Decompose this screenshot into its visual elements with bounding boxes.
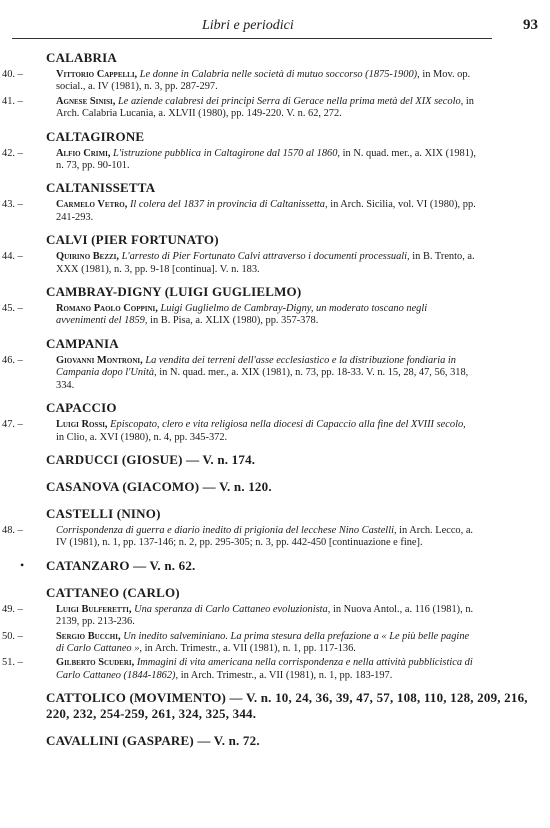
entry-citation: in Arch. Trimestr., a. VII (1981), n. 1, pp. 117-136. xyxy=(144,642,356,654)
entry-text xyxy=(46,199,476,224)
entry-text xyxy=(46,355,476,392)
entry-number: 40. – xyxy=(2,69,23,80)
bibliography-entry xyxy=(2,657,476,682)
section-title: CATTANEO (CARLO) xyxy=(46,584,180,600)
section-capaccio xyxy=(0,400,550,444)
running-title: Libri e periodici xyxy=(202,18,294,33)
entry-number: 46. – xyxy=(2,354,23,366)
bibliography-entry xyxy=(2,354,476,392)
entry-author: Luigi Bulferetti, xyxy=(56,603,132,615)
section-title: CAPACCIO xyxy=(46,400,117,416)
entry-citation: in Mov. op. social., a. IV (1981), n. 3, pp. 287-297. xyxy=(56,69,471,93)
entry-title: La vendita dei terreni dell'asse ecclesiastico e la distribuzione fondiaria in Campania dopo l'Unità, xyxy=(56,354,456,379)
entry-citation: in Nuova Antol., a. 116 (1981), n. 2139, pp. 213-236. xyxy=(56,603,474,628)
section-title: CASTELLI (NINO) xyxy=(46,505,161,521)
entry-author: Sergio Bucchi, xyxy=(56,630,121,642)
entry-citation: in N. quad. mer., a. XIX (1981), n. 73, pp. 90-101. xyxy=(56,147,476,172)
section-cattolico xyxy=(0,690,550,725)
bibliography-entry xyxy=(2,303,476,328)
section-title: CAMPANIA xyxy=(46,335,119,351)
section-title: CARDUCCI (GIOSUE) — V. n. 174. xyxy=(46,451,256,467)
entry-text xyxy=(46,525,476,550)
entry-text xyxy=(46,251,476,276)
entry-text xyxy=(46,96,476,121)
page-number: 93 xyxy=(523,17,538,33)
entry-citation: in N. quad. mer., a. XIX (1981), n. 73, pp. 18-33. V. n. 15, 28, 47, 56, 318, 334. xyxy=(56,367,469,391)
section-caltanissetta xyxy=(0,180,550,224)
entry-title: Un inedito salveminiano. La prima stesura della prefazione a « Le più belle pagine di Carlo Cattaneo », xyxy=(56,630,470,654)
entry-text xyxy=(46,631,476,656)
section-cattaneo xyxy=(0,585,550,682)
entry-number: 51. – xyxy=(2,657,23,669)
entry-title: Luigi Guglielmo de Cambray-Digny, un moderato toscano negli avvenimenti del 1859, xyxy=(56,303,428,327)
entry-number: 49. – xyxy=(2,603,23,615)
section-title: CASANOVA (GIACOMO) — V. n. 120. xyxy=(46,478,272,494)
entry-author: Agnese Sinisi, xyxy=(56,95,116,107)
entry-number: 41. – xyxy=(2,95,23,107)
entry-title: Il colera del 1837 in provincia di Caltanissetta, xyxy=(129,199,328,211)
entry-author: Gilberto Scuderi, xyxy=(56,657,135,669)
section-campania xyxy=(0,336,550,392)
bibliography-entry xyxy=(2,603,476,629)
entry-number: 42. – xyxy=(2,147,23,159)
entry-citation: in Arch. Lecco, a. IV (1981), n. 1, pp. 137-146; n. 2, pp. 295-305; n. 3, pp. 442-450 [continuazione e fine]. xyxy=(56,524,474,549)
section-calvi xyxy=(0,232,550,276)
bibliography-entry xyxy=(2,147,476,173)
section-title: CALABRIA xyxy=(46,50,117,65)
entry-number: 48. – xyxy=(2,524,23,536)
entry-title: Le aziende calabresi dei principi Serra di Gerace nella prima metà del XIX secolo, xyxy=(117,95,464,107)
section-casanova xyxy=(0,479,550,498)
entry-text xyxy=(46,303,476,328)
entry-number: 44. – xyxy=(2,251,23,263)
bibliography-entry xyxy=(2,419,476,444)
entry-citation: in B. Trento, a. XXX (1981), n. 3, pp. 9-18 [continua]. V. n. 183. xyxy=(56,251,475,275)
entry-citation: in Arch. Trimestr., a. VII (1981), n. 1, pp. 183-197. xyxy=(180,669,393,681)
entry-number: 45. – xyxy=(2,303,23,315)
entry-citation: in B. Pisa, a. XLIX (1980), pp. 357-378. xyxy=(150,315,319,327)
section-cambray xyxy=(0,284,550,328)
entry-title: Una speranza di Carlo Cattaneo evoluzionista, xyxy=(134,603,331,615)
section-title: CALTANISSETTA xyxy=(46,180,156,196)
entry-author: Quirino Bezzi, xyxy=(56,251,119,263)
bibliography-entry xyxy=(2,95,476,121)
section-catanzaro xyxy=(0,558,550,577)
bibliography-entry xyxy=(2,69,476,94)
entry-title: Episcopato, clero e vita religiosa nella diocesi di Capaccio alla fine del XVIII secolo, xyxy=(110,419,466,431)
bibliography-entry xyxy=(2,199,476,224)
section-title: CALTAGIRONE xyxy=(46,128,145,144)
entry-title: L'istruzione pubblica in Caltagirone dal 1570 al 1860, xyxy=(113,147,341,159)
entry-number: 50. – xyxy=(2,630,23,642)
bibliography-entry xyxy=(2,630,476,656)
entry-text xyxy=(46,604,476,629)
entry-title: Le donne in Calabria nelle società di mutuo soccorso (1875-1900), xyxy=(139,69,420,80)
entry-title: Corrispondenza di guerra e diario inedito di prigionia del lecchese Nino Castelli, xyxy=(56,524,397,536)
entry-text xyxy=(46,69,476,94)
bibliography-entry xyxy=(2,251,476,276)
entry-author: Romano Paolo Coppini, xyxy=(56,303,158,315)
section-title: CALVI (PIER FORTUNATO) xyxy=(46,232,219,248)
section-title: CATANZARO — V. n. 62. xyxy=(46,557,196,573)
section-caltagirone xyxy=(0,129,550,173)
entry-citation: in Clio, a. XVI (1980), n. 4, pp. 345-372. xyxy=(56,431,228,443)
section-title: CATTOLICO (MOVIMENTO) — V. n. 10, 24, 36, 39, 47, 57, 108, 110, 128, 209, 216, 220, 232, 254-259, 261, 324, 325, 344. xyxy=(46,690,528,722)
entry-author: Carmelo Vetro, xyxy=(56,199,128,211)
entry-title: Immagini di vita americana nella corrispondenza e nella attività pubblicistica di Carlo Cattaneo (1844-1862), xyxy=(56,657,473,681)
entry-author: Vittorio Cappelli, xyxy=(56,69,138,80)
entry-text xyxy=(46,419,476,444)
bibliography-entry xyxy=(2,524,476,550)
margin-bullet: • xyxy=(20,557,25,572)
running-header xyxy=(12,16,538,39)
section-castelli xyxy=(0,506,550,550)
section-carducci xyxy=(0,452,550,471)
section-title: CAVALLINI (GASPARE) — V. n. 72. xyxy=(46,733,260,749)
entry-title: L'arresto di Pier Fortunato Calvi attraverso i documenti processuali, xyxy=(121,251,410,263)
entry-number: 47. – xyxy=(2,419,23,431)
entry-citation: in Arch. Sicilia, vol. VI (1980), pp. 241-293. xyxy=(56,199,476,223)
entry-author: Alfio Crimi, xyxy=(56,147,111,159)
section-cavallini xyxy=(0,733,550,752)
entry-text xyxy=(46,657,476,682)
section-title: CAMBRAY-DIGNY (LUIGI GUGLIELMO) xyxy=(46,284,302,300)
section-calabria xyxy=(0,50,550,121)
entry-author: Luigi Rossi, xyxy=(56,419,108,431)
entry-number: 43. – xyxy=(2,199,23,211)
entry-author: Giovanni Montroni, xyxy=(56,354,143,366)
entry-citation: in Arch. Calabria Lucania, a. XLVII (1980), pp. 149-220. V. n. 62, 272. xyxy=(56,95,474,120)
entry-text xyxy=(46,148,476,173)
bibliography-list xyxy=(0,50,550,760)
